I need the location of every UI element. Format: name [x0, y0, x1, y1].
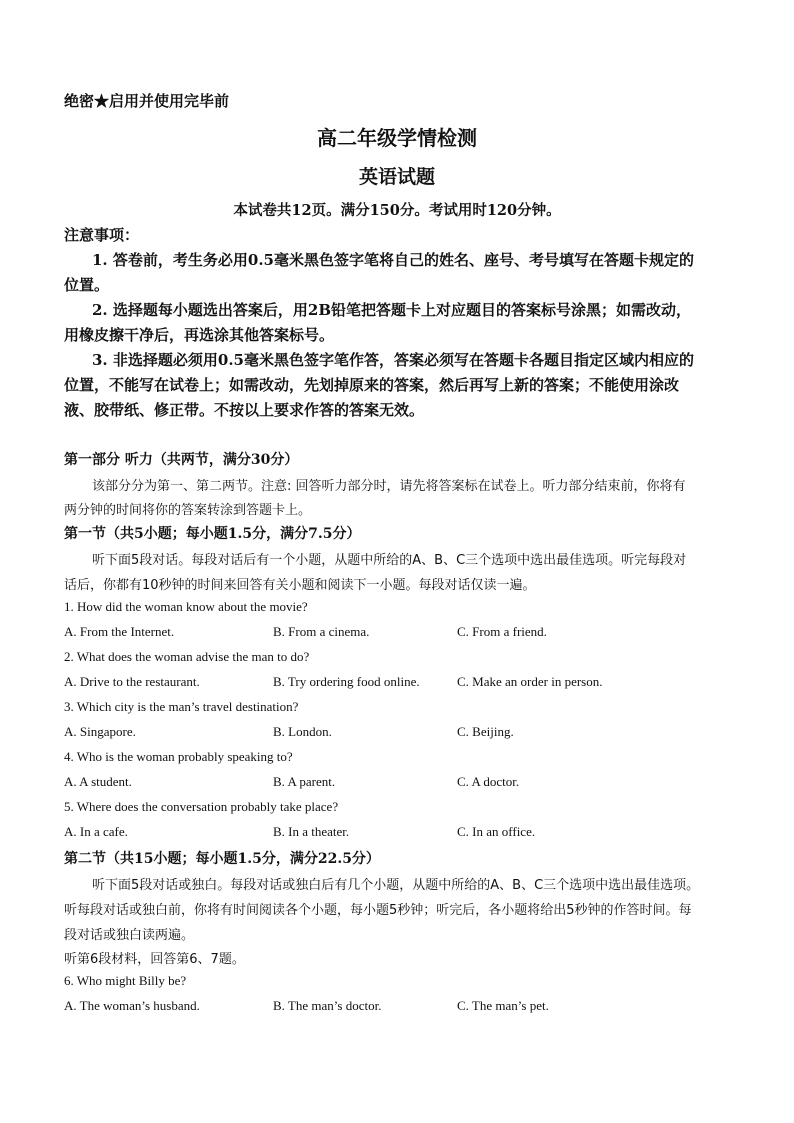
notice-heading: 注意事项： [64, 226, 140, 244]
notice-1-line-2: 位置。 [64, 276, 110, 294]
q3-option-b: B. London. [273, 724, 332, 739]
question-1: 1. How did the woman know about the movie? [64, 599, 308, 614]
part1-intro-line-2: 两分钟的时间将你的答案转涂到答题卡上。 [64, 503, 312, 518]
notice-2-line-2: 用橡皮擦干净后，再选涂其他答案标号。 [64, 326, 335, 344]
page-title: 高二年级学情检测 [317, 126, 477, 150]
q4-option-a: A. A student. [64, 774, 132, 789]
subject-title: 英语试题 [358, 166, 435, 188]
q2-option-c: C. Make an order in person. [457, 674, 603, 689]
q2-option-b: B. Try ordering food online. [273, 674, 420, 689]
section1-heading: 第一节（共5小题；每小题1.5分，满分7.5分） [64, 526, 361, 542]
notice-1-line-1: 1. 答卷前，考生务必用0.5毫米黑色签字笔将自己的姓名、座号、考号填写在答题卡规定的 [92, 251, 694, 269]
part1-intro-line-1: 该部分分为第一、第二两节。注意: 回答听力部分时，请先将答案标在试卷上。听力部分结束前，你将有 [92, 479, 686, 494]
q6-option-a: A. The woman’s husband. [64, 998, 200, 1013]
notice-3-line-3: 液、胶带纸、修正带。不按以上要求作答的答案无效。 [64, 401, 425, 419]
q4-option-b: B. A parent. [273, 774, 336, 789]
section2-intro-line-3: 段对话或独白读两遍。 [64, 928, 195, 943]
section2-intro-line-2: 听每段对话或独白前，你将有时间阅读各个小题，每小题5秒钟；听完后，各小题将给出5秒钟的作答时间。每 [64, 903, 692, 918]
exam-info: 本试卷共12页。满分150分。考试用时120分钟。 [233, 202, 561, 219]
q5-option-a: A. In a cafe. [64, 824, 128, 839]
question-5: 5. Where does the conversation probably take place? [64, 799, 339, 814]
q6-option-c: C. The man’s pet. [457, 998, 549, 1013]
notice-3-line-2: 位置，不能写在试卷上；如需改动，先划掉原来的答案，然后再写上新的答案；不能使用涂改 [64, 376, 680, 394]
question-2: 2. What does the woman advise the man to do? [64, 649, 310, 664]
section2-intro-line-1: 听下面5段对话或独白。每段对话或独白后有几个小题，从题中所给的A、B、C三个选项中选出最佳选项。 [92, 878, 700, 893]
q3-option-c: C. Beijing. [457, 724, 514, 739]
q3-option-a: A. Singapore. [64, 724, 136, 739]
q4-option-c: C. A doctor. [457, 774, 520, 789]
part1-heading: 第一部分 听力（共两节，满分30分） [64, 452, 299, 468]
question-4: 4. Who is the woman probably speaking to? [64, 749, 293, 764]
notice-3-line-1: 3. 非选择题必须用0.5毫米黑色签字笔作答，答案必须写在答题卡各题目指定区域内相应的 [92, 351, 694, 369]
q1-option-c: C. From a friend. [457, 624, 547, 639]
section2-heading: 第二节（共15小题；每小题1.5分，满分22.5分） [64, 851, 380, 867]
q1-option-b: B. From a cinema. [273, 624, 370, 639]
notice-2-line-1: 2. 选择题每小题选出答案后，用2B铅笔把答题卡上对应题目的答案标号涂黑；如需改动， [92, 301, 692, 319]
question-6: 6. Who might Billy be? [64, 973, 187, 988]
q5-option-c: C. In an office. [457, 824, 536, 839]
q2-option-a: A. Drive to the restaurant. [64, 674, 200, 689]
q6-option-b: B. The man’s doctor. [273, 998, 382, 1013]
q5-option-b: B. In a theater. [273, 824, 350, 839]
material-6-prompt: 听第6段材料，回答第6、7题。 [64, 952, 245, 967]
section1-intro-line-2: 话后，你都有10秒钟的时间来回答有关小题和阅读下一小题。每段对话仅读一遍。 [64, 578, 536, 593]
secret-label: 绝密★启用并使用完毕前 [64, 92, 230, 110]
question-3: 3. Which city is the man’s travel destination? [64, 699, 299, 714]
section1-intro-line-1: 听下面5段对话。每段对话后有一个小题，从题中所给的A、B、C三个选项中选出最佳选项。听完每段对 [92, 553, 687, 568]
q1-option-a: A. From the Internet. [64, 624, 175, 639]
